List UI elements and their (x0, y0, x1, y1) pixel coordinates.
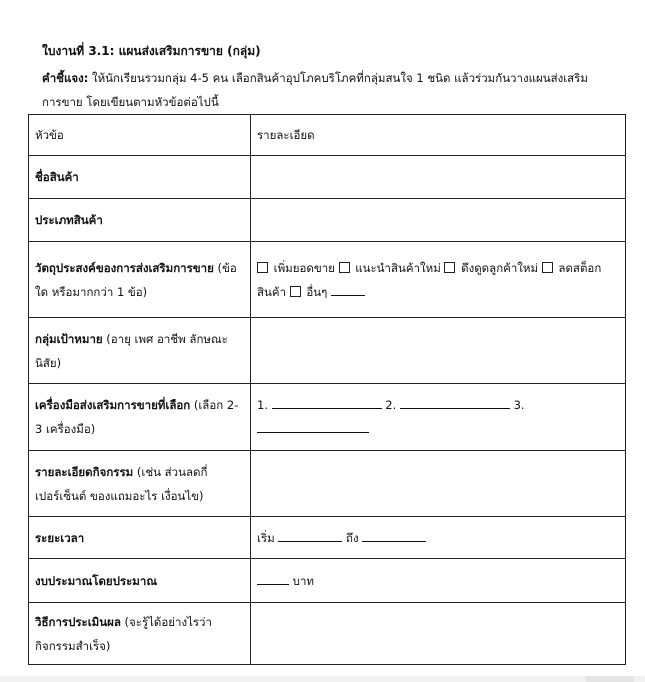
tool-number-2: 2. (385, 398, 397, 412)
option-other: อื่นๆ (306, 284, 328, 299)
other-blank[interactable] (331, 283, 365, 296)
period-start-label: เริ่ม (257, 530, 275, 545)
checkbox-other[interactable] (290, 286, 301, 297)
horizontal-scrollbar[interactable] (0, 676, 645, 682)
activity-note: (เช่น ส่วนลดกี่เปอร์เซ็นต์ ของแถมอะไร เงื่อนไข) (35, 464, 208, 503)
evaluation-label: วิธีการประเมินผล (35, 614, 121, 629)
row-activity (29, 451, 626, 517)
instruction-text: ให้นักเรียนรวมกลุ่ม 4-5 คน เลือกสินค้าอุปโภคบริโภคที่กลุ่มสนใจ 1 ชนิด แล้วร่วมกันวางแผนส่งเสริมการขาย โดยเขียนตามหัวข้อต่อไปนี้ (42, 71, 588, 109)
budget-label: งบประมาณโดยประมาณ (35, 573, 158, 588)
product-type-answer[interactable] (251, 199, 626, 242)
objective-label: วัตถุประสงค์ของการส่งเสริมการขาย (35, 260, 214, 275)
objective-note: (ข้อใด หรือมากกว่า 1 ข้อ) (35, 260, 237, 299)
tool-blank-2[interactable] (400, 396, 510, 409)
scrollbar-thumb[interactable] (586, 676, 634, 682)
tool-number-1: 1. (257, 398, 268, 412)
row-product-type (29, 199, 626, 242)
checkbox-reduce-stock[interactable] (542, 262, 553, 273)
target-answer[interactable] (251, 318, 626, 384)
option-increase-sales: เพิ่มยอดขาย (273, 260, 335, 275)
promotion-plan-table (28, 114, 626, 665)
row-objective (29, 242, 626, 318)
tools-blanks (251, 384, 626, 451)
table-header-row (29, 115, 626, 156)
header-topic: หัวข้อ (29, 115, 251, 156)
product-name-answer[interactable] (251, 156, 626, 199)
row-tools (29, 384, 626, 451)
activity-label: รายละเอียดกิจกรรม (35, 464, 134, 479)
budget-unit: บาท (292, 573, 314, 588)
period-label: ระยะเวลา (35, 530, 85, 545)
product-type-label: ประเภทสินค้า (35, 213, 103, 227)
evaluation-answer[interactable] (251, 603, 626, 665)
period-blanks (251, 517, 626, 559)
tool-number-3: 3. (513, 398, 525, 412)
tool-blank-3[interactable] (257, 420, 369, 433)
evaluation-note: (จะรู้ได้อย่างไรว่ากิจกรรมสำเร็จ) (35, 614, 212, 653)
row-target (29, 318, 626, 384)
option-new-product: แนะนำสินค้าใหม่ (355, 260, 441, 275)
header-detail: รายละเอียด (251, 115, 626, 156)
option-reduce-stock: ลดสต็อกสินค้า (257, 260, 602, 299)
row-period (29, 517, 626, 559)
objective-options (251, 242, 626, 318)
row-budget (29, 559, 626, 603)
product-name-label: ชื่อสินค้า (35, 170, 79, 184)
period-end-blank[interactable] (362, 529, 426, 542)
row-product-name (29, 156, 626, 199)
budget-blank[interactable] (257, 572, 289, 585)
instructions (42, 66, 602, 114)
activity-answer[interactable] (251, 451, 626, 517)
tools-note: (เลือก 2-3 เครื่องมือ) (35, 398, 239, 436)
instruction-label: คำชี้แจง: (42, 71, 89, 85)
option-new-customers: ดึงดูดลูกค้าใหม่ (461, 260, 539, 275)
checkbox-new-product[interactable] (339, 262, 350, 273)
checkbox-new-customers[interactable] (444, 262, 455, 273)
target-note: (อายุ เพศ อาชีพ ลักษณะนิสัย) (35, 331, 228, 370)
period-to-label: ถึง (346, 530, 359, 545)
tool-blank-1[interactable] (272, 396, 382, 409)
row-evaluation (29, 603, 626, 665)
budget-blank-cell (251, 559, 626, 603)
checkbox-increase-sales[interactable] (257, 262, 268, 273)
worksheet-title: ใบงานที่ 3.1: แผนส่งเสริมการขาย (กลุ่ม) (42, 44, 261, 58)
target-label: กลุ่มเป้าหมาย (35, 331, 103, 346)
period-start-blank[interactable] (278, 529, 342, 542)
tools-label: เครื่องมือส่งเสริมการขายที่เลือก (35, 398, 191, 412)
